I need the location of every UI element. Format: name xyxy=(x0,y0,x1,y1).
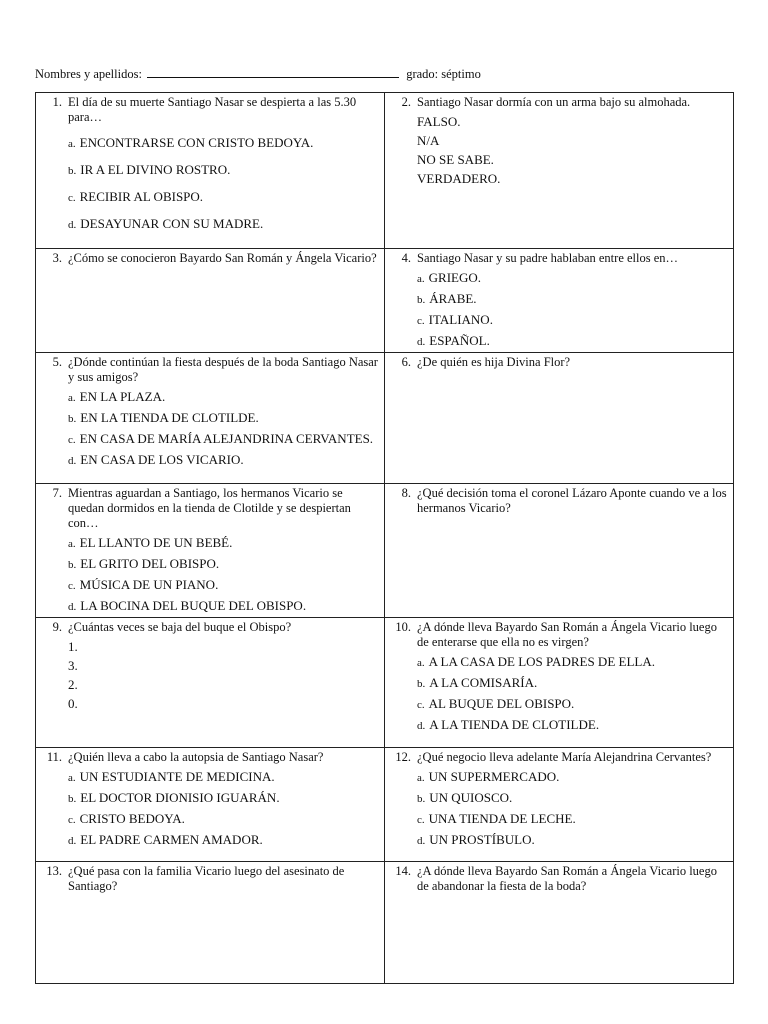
question-text: ¿Quién lleva a cabo la autopsia de Santiago Nasar? xyxy=(68,750,324,764)
option-text: FALSO. xyxy=(417,114,461,129)
question xyxy=(40,95,380,125)
option-text: UN QUIOSCO. xyxy=(429,790,513,805)
answer-option[interactable] xyxy=(417,114,729,129)
answer-option[interactable] xyxy=(417,790,729,807)
option-letter: b. xyxy=(68,165,77,177)
question xyxy=(389,620,729,650)
option-text: RECIBIR AL OBISPO. xyxy=(79,189,204,204)
question-text: Santiago Nasar y su padre hablaban entre ellos en… xyxy=(417,251,679,265)
option-text: GRIEGO. xyxy=(428,270,481,285)
option-text: N/A xyxy=(417,133,440,148)
answer-option[interactable] xyxy=(68,216,380,233)
question-number: 12. xyxy=(395,750,411,764)
question-number: 8. xyxy=(401,486,411,500)
answer-option[interactable] xyxy=(68,769,380,786)
question-cell xyxy=(385,353,734,484)
option-text: UN SUPERMERCADO. xyxy=(428,769,560,784)
option-letter: c. xyxy=(417,315,425,327)
option-letter: d. xyxy=(417,720,426,732)
option-letter: c. xyxy=(417,814,425,826)
question-number: 4. xyxy=(401,251,411,265)
question-text: ¿A dónde lleva Bayardo San Román a Ángela Vicario luego de enterarse que ella no es virgen? xyxy=(417,620,717,649)
option-letter: d. xyxy=(68,835,77,847)
question-cell xyxy=(385,748,734,862)
question-cell xyxy=(36,93,385,249)
question-text: ¿Qué pasa con la familia Vicario luego del asesinato de Santiago? xyxy=(68,864,345,893)
grade-label: grado: xyxy=(406,67,439,81)
answer-option[interactable] xyxy=(68,811,380,828)
option-letter: b. xyxy=(68,559,77,571)
option-text: ITALIANO. xyxy=(428,312,493,327)
option-letter: d. xyxy=(417,835,426,847)
question-text: Mientras aguardan a Santiago, los hermanos Vicario se quedan dormidos en la tienda de Clotilde y se despiertan con… xyxy=(68,486,351,530)
question-number: 14. xyxy=(395,864,411,878)
question-cell xyxy=(385,618,734,748)
option-text: DESAYUNAR CON SU MADRE. xyxy=(80,216,264,231)
answer-option[interactable] xyxy=(417,675,729,692)
answer-option[interactable] xyxy=(417,291,729,308)
question xyxy=(40,355,380,385)
option-text: EL PADRE CARMEN AMADOR. xyxy=(80,832,263,847)
option-letter: c. xyxy=(68,192,76,204)
option-text: VERDADERO. xyxy=(417,171,501,186)
option-text: LA BOCINA DEL BUQUE DEL OBISPO. xyxy=(80,598,307,613)
option-text: EL LLANTO DE UN BEBÉ. xyxy=(79,535,233,550)
grade-value: séptimo xyxy=(441,67,481,81)
answer-option[interactable] xyxy=(417,769,729,786)
option-letter: c. xyxy=(68,434,76,446)
question xyxy=(40,251,380,266)
question-number: 6. xyxy=(401,355,411,369)
option-text: UNA TIENDA DE LECHE. xyxy=(428,811,576,826)
answer-option[interactable] xyxy=(68,410,380,427)
question-text: ¿Cuántas veces se baja del buque el Obispo? xyxy=(68,620,292,634)
option-text: EN CASA DE LOS VICARIO. xyxy=(80,452,244,467)
answer-option[interactable] xyxy=(68,598,380,615)
option-text: NO SE SABE. xyxy=(417,152,494,167)
question-number: 13. xyxy=(46,864,62,878)
name-blank-line[interactable] xyxy=(147,65,399,78)
option-letter: a. xyxy=(68,772,76,784)
answer-option[interactable] xyxy=(417,270,729,287)
option-text: UN ESTUDIANTE DE MEDICINA. xyxy=(79,769,275,784)
answer-option[interactable] xyxy=(417,696,729,713)
answer-option[interactable] xyxy=(68,658,380,673)
option-text: A LA TIENDA DE CLOTILDE. xyxy=(429,717,600,732)
question xyxy=(40,486,380,531)
answer-option[interactable] xyxy=(417,152,729,167)
answer-option[interactable] xyxy=(68,577,380,594)
option-letter: b. xyxy=(417,678,426,690)
answer-option[interactable] xyxy=(417,133,729,148)
questions-table xyxy=(35,92,734,984)
answer-option[interactable] xyxy=(417,717,729,734)
option-letter: a. xyxy=(68,392,76,404)
answer-option[interactable] xyxy=(68,556,380,573)
option-letter: c. xyxy=(68,580,76,592)
question-text: ¿De quién es hija Divina Flor? xyxy=(417,355,571,369)
option-letter: b. xyxy=(417,294,426,306)
answer-option[interactable] xyxy=(417,832,729,849)
question-text: ¿A dónde lleva Bayardo San Román a Ángela Vicario luego de abandonar la fiesta de la boda? xyxy=(417,864,717,893)
question-text: ¿Cómo se conocieron Bayardo San Román y Ángela Vicario? xyxy=(68,251,377,265)
question-number: 11. xyxy=(46,750,62,764)
question xyxy=(389,864,729,894)
answer-option[interactable] xyxy=(68,189,380,206)
answer-option[interactable] xyxy=(68,790,380,807)
option-text: MÚSICA DE UN PIANO. xyxy=(79,577,219,592)
option-text: EL GRITO DEL OBISPO. xyxy=(80,556,220,571)
option-text: 1. xyxy=(68,639,78,654)
option-text: ESPAÑOL. xyxy=(429,333,490,348)
question-cell xyxy=(36,618,385,748)
option-letter: d. xyxy=(68,455,77,467)
option-letter: d. xyxy=(417,336,426,348)
question xyxy=(40,750,380,765)
question-number: 9. xyxy=(52,620,62,634)
question-text: ¿Qué negocio lleva adelante María Alejandrina Cervantes? xyxy=(417,750,712,764)
answer-option[interactable] xyxy=(417,811,729,828)
answer-option[interactable] xyxy=(68,696,380,711)
question-number: 3. xyxy=(52,251,62,265)
option-letter: a. xyxy=(417,772,425,784)
question-number: 1. xyxy=(52,95,62,109)
option-text: EL DOCTOR DIONISIO IGUARÁN. xyxy=(80,790,280,805)
answer-option[interactable] xyxy=(417,654,729,671)
student-header xyxy=(35,65,735,82)
question-cell xyxy=(36,862,385,984)
option-text: A LA COMISARÍA. xyxy=(429,675,538,690)
answer-option[interactable] xyxy=(68,677,380,692)
option-text: EN CASA DE MARÍA ALEJANDRINA CERVANTES. xyxy=(79,431,374,446)
option-text: 0. xyxy=(68,696,78,711)
option-letter: b. xyxy=(417,793,426,805)
question-number: 5. xyxy=(52,355,62,369)
question-cell xyxy=(36,249,385,353)
answer-option[interactable] xyxy=(417,171,729,186)
answer-option[interactable] xyxy=(68,135,380,152)
question-cell xyxy=(36,484,385,618)
option-text: IR A EL DIVINO ROSTRO. xyxy=(80,162,231,177)
answer-option[interactable] xyxy=(417,333,729,350)
option-letter: d. xyxy=(68,601,77,613)
answer-option[interactable] xyxy=(68,452,380,469)
option-letter: c. xyxy=(417,699,425,711)
name-label: Nombres y apellidos: xyxy=(35,67,142,81)
question-number: 2. xyxy=(401,95,411,109)
question xyxy=(389,486,729,516)
answer-option[interactable] xyxy=(68,431,380,448)
question-cell xyxy=(385,484,734,618)
answer-option[interactable] xyxy=(68,832,380,849)
answer-option[interactable] xyxy=(68,389,380,406)
option-text: EN LA TIENDA DE CLOTILDE. xyxy=(80,410,259,425)
question-text: ¿Qué decisión toma el coronel Lázaro Aponte cuando ve a los hermanos Vicario? xyxy=(417,486,727,515)
question-number: 7. xyxy=(52,486,62,500)
option-letter: b. xyxy=(68,413,77,425)
option-letter: d. xyxy=(68,219,77,231)
question xyxy=(389,750,729,765)
question-text: El día de su muerte Santiago Nasar se despierta a las 5.30 para… xyxy=(68,95,357,124)
question-cell xyxy=(36,353,385,484)
option-text: ENCONTRARSE CON CRISTO BEDOYA. xyxy=(79,135,314,150)
option-letter: b. xyxy=(68,793,77,805)
option-text: A LA CASA DE LOS PADRES DE ELLA. xyxy=(428,654,655,669)
question-text: ¿Dónde continúan la fiesta después de la boda Santiago Nasar y sus amigos? xyxy=(68,355,378,384)
answer-option[interactable] xyxy=(68,639,380,654)
answer-option[interactable] xyxy=(68,162,380,179)
option-text: 2. xyxy=(68,677,78,692)
question-number: 10. xyxy=(395,620,411,634)
answer-option[interactable] xyxy=(68,535,380,552)
option-text: AL BUQUE DEL OBISPO. xyxy=(428,696,575,711)
option-text: EN LA PLAZA. xyxy=(79,389,166,404)
option-text: UN PROSTÍBULO. xyxy=(429,832,535,847)
option-text: 3. xyxy=(68,658,78,673)
option-letter: a. xyxy=(417,657,425,669)
option-text: ÁRABE. xyxy=(429,291,477,306)
question-text: Santiago Nasar dormía con un arma bajo su almohada. xyxy=(417,95,691,109)
option-letter: a. xyxy=(417,273,425,285)
question xyxy=(389,95,729,110)
question xyxy=(40,620,380,635)
option-letter: a. xyxy=(68,538,76,550)
question-cell xyxy=(385,93,734,249)
option-text: CRISTO BEDOYA. xyxy=(79,811,185,826)
question xyxy=(389,355,729,370)
question-cell xyxy=(385,862,734,984)
option-letter: c. xyxy=(68,814,76,826)
question xyxy=(389,251,729,266)
question xyxy=(40,864,380,894)
question-cell xyxy=(36,748,385,862)
option-letter: a. xyxy=(68,138,76,150)
answer-option[interactable] xyxy=(417,312,729,329)
question-cell xyxy=(385,249,734,353)
